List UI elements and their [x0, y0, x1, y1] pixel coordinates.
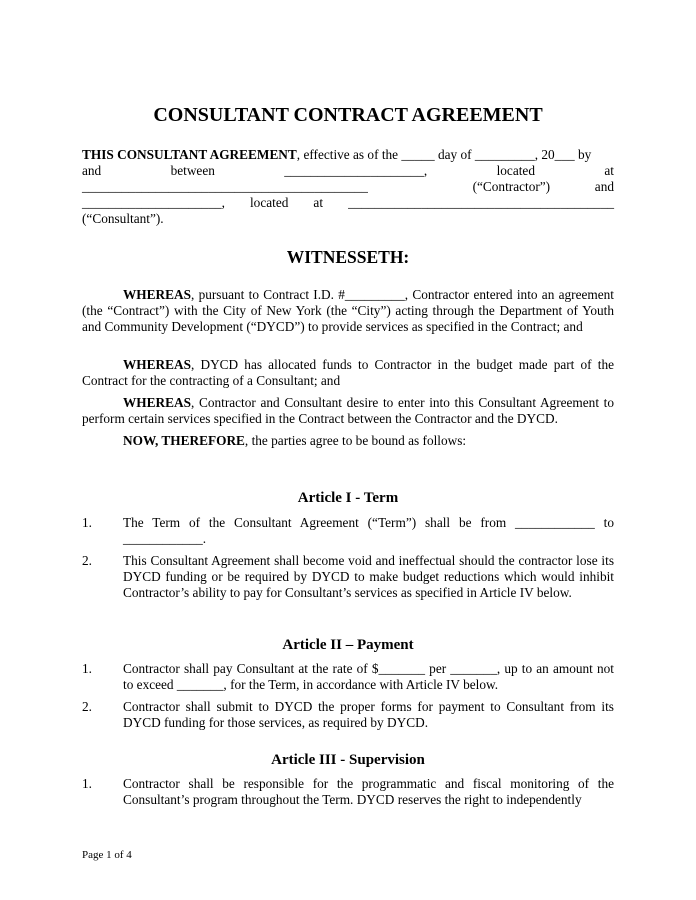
recital-lead: WHEREAS — [123, 395, 191, 410]
intro-blank: _____________________, — [82, 195, 225, 210]
article-2-item-1 — [82, 661, 614, 693]
article-2-heading: Article II – Payment — [282, 637, 414, 653]
intro-blank: ________________________________________ — [348, 195, 614, 210]
recital-text: , DYCD has allocated funds to Contractor in the budget made part of the Contract for the contracting of a Consultant; and — [82, 357, 614, 388]
intro-lead: THIS CONSULTANT AGREEMENT — [82, 147, 297, 162]
witnesseth-heading: WITNESSETH: — [286, 247, 410, 267]
recital-2 — [82, 357, 614, 389]
intro-blank: _____________________, — [284, 163, 428, 178]
intro-line-1 — [82, 147, 614, 163]
item-text: Contractor shall be responsible for the programmatic and fiscal monitoring of the Consultant’s program throughout the Term. DYCD reserves the right to independently — [123, 776, 614, 807]
recital-text: , the parties agree to be bound as follows: — [244, 433, 467, 448]
recital-1 — [82, 287, 614, 335]
article-1-item-2 — [82, 553, 614, 601]
item-number: 2. — [82, 553, 92, 568]
article-1-heading: Article I - Term — [297, 490, 399, 506]
intro-blank: ___________________________________________ — [82, 179, 368, 194]
intro-word: located — [496, 163, 535, 178]
intro-word: (“Contractor”) — [472, 179, 551, 194]
recital-lead: NOW, THEREFORE — [123, 433, 245, 448]
intro-line-4 — [82, 195, 614, 211]
intro-word: at — [313, 195, 324, 210]
item-text: Contractor shall pay Consultant at the rate of $_______ per _______, up to an amount not to exceed _______, for the Term, in accordance with Article IV below. — [123, 661, 614, 692]
intro-word: and — [594, 179, 614, 194]
article-3-item-1 — [82, 776, 614, 808]
item-number: 2. — [82, 699, 92, 714]
intro-line-2 — [82, 163, 614, 179]
intro-word: and — [82, 163, 102, 178]
article-2-item-2 — [82, 699, 614, 731]
recital-4 — [82, 433, 614, 449]
intro-line-1-text: , effective as of the _____ day of _________, 20___ by — [296, 147, 592, 162]
page-number: Page 1 of 4 — [82, 849, 132, 861]
article-3-heading: Article III - Supervision — [271, 752, 425, 768]
intro-line-5: (“Consultant”). — [82, 211, 164, 226]
item-number: 1. — [82, 661, 92, 676]
article-1-item-1 — [82, 515, 614, 547]
item-number: 1. — [82, 776, 92, 791]
recital-lead: WHEREAS — [123, 287, 191, 302]
recital-3 — [82, 395, 614, 427]
intro-line-3 — [82, 179, 614, 195]
intro-word: between — [170, 163, 215, 178]
recital-text: , Contractor and Consultant desire to enter into this Consultant Agreement to perform certain services specified in the Contract between the Contractor and the DYCD. — [82, 395, 614, 426]
recital-text: , pursuant to Contract I.D. #_________, Contractor entered into an agreement (the “Contract”) with the City of New York (the “City”) acting through the Department of Youth and Community Development (“DYCD”) to provide services as specified in the Contract; and — [82, 287, 614, 334]
item-text: The Term of the Consultant Agreement (“Term”) shall be from ____________ to ____________. — [123, 515, 614, 546]
intro-word: located — [249, 195, 289, 210]
intro-word: at — [604, 163, 614, 178]
item-number: 1. — [82, 515, 92, 530]
document-title: CONSULTANT CONTRACT AGREEMENT — [153, 104, 543, 126]
item-text: Contractor shall submit to DYCD the proper forms for payment to Consultant from its DYCD funding for those services, as required by DYCD. — [123, 699, 614, 730]
recital-lead: WHEREAS — [123, 357, 191, 372]
item-text: This Consultant Agreement shall become void and ineffectual should the contractor lose its DYCD funding or be required by DYCD to make budget reductions which would inhibit Contractor’s ability to pay for Consultant’s services as specified in Article IV below. — [123, 553, 614, 600]
